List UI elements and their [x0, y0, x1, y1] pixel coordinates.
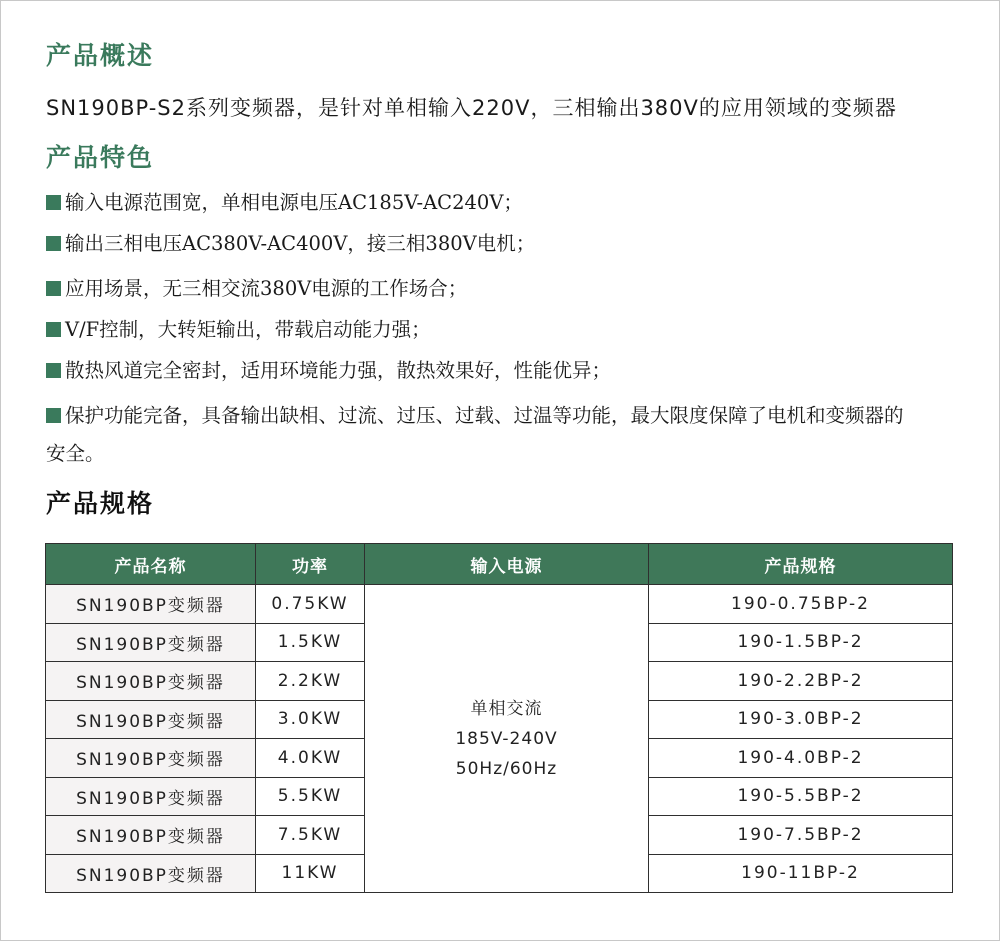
square-bullet-icon	[46, 281, 61, 296]
cell-name: SN190BP变频器	[46, 777, 256, 816]
feature-item: 应用场景，无三相交流380V电源的工作场合；	[46, 274, 467, 304]
header-product-name: 产品名称	[46, 544, 256, 585]
spec-table	[45, 543, 953, 893]
input-power-type: 单相交流	[470, 698, 543, 719]
feature-item: V/F控制，大转矩输出，带载启动能力强；	[46, 315, 431, 345]
square-bullet-icon	[46, 322, 61, 337]
header-power: 功率	[256, 544, 365, 585]
cell-name: SN190BP变频器	[46, 662, 256, 701]
overview-text: SN190BP-S2系列变频器，是针对单相输入220V，三相输出380V的应用领域的变频器	[46, 96, 897, 120]
cell-name: SN190BP变频器	[46, 623, 256, 662]
cell-input-power	[365, 585, 649, 893]
cell-spec: 190-11BP-2	[649, 854, 953, 893]
cell-spec: 190-0.75BP-2	[649, 585, 953, 624]
specs-heading: 产品规格	[46, 489, 155, 518]
square-bullet-icon	[46, 195, 61, 210]
cell-spec: 190-4.0BP-2	[649, 739, 953, 778]
cell-name: SN190BP变频器	[46, 739, 256, 778]
cell-power: 11KW	[256, 854, 365, 893]
cell-name: SN190BP变频器	[46, 816, 256, 855]
header-spec: 产品规格	[649, 544, 953, 585]
cell-spec: 190-1.5BP-2	[649, 623, 953, 662]
cell-power: 1.5KW	[256, 623, 365, 662]
overview-heading: 产品概述	[46, 41, 155, 70]
cell-spec: 190-2.2BP-2	[649, 662, 953, 701]
cell-power: 4.0KW	[256, 739, 365, 778]
cell-name: SN190BP变频器	[46, 700, 256, 739]
feature-item: 输出三相电压AC380V-AC400V，接三相380V电机；	[46, 229, 535, 259]
square-bullet-icon	[46, 363, 61, 378]
cell-name: SN190BP变频器	[46, 585, 256, 624]
table-header-row	[46, 544, 953, 585]
cell-power: 3.0KW	[256, 700, 365, 739]
cell-power: 0.75KW	[256, 585, 365, 624]
features-heading: 产品特色	[46, 143, 155, 172]
square-bullet-icon	[46, 236, 61, 251]
feature-item: 散热风道完全密封，适用环境能力强，散热效果好，性能优异；	[46, 356, 611, 386]
cell-power: 7.5KW	[256, 816, 365, 855]
square-bullet-icon	[46, 408, 61, 423]
input-power-voltage: 185V-240V	[455, 728, 558, 749]
feature-item: 保护功能完备，具备输出缺相、过流、过压、过载、过温等功能，最大限度保障了电机和变频器的安全。	[46, 404, 904, 465]
cell-spec: 190-5.5BP-2	[649, 777, 953, 816]
header-input-power: 输入电源	[365, 544, 649, 585]
cell-spec: 190-3.0BP-2	[649, 700, 953, 739]
cell-name: SN190BP变频器	[46, 854, 256, 893]
feature-item: 输入电源范围宽，单相电源电压AC185V-AC240V；	[46, 188, 523, 218]
cell-power: 5.5KW	[256, 777, 365, 816]
input-power-frequency: 50Hz/60Hz	[455, 758, 558, 779]
cell-spec: 190-7.5BP-2	[649, 816, 953, 855]
cell-power: 2.2KW	[256, 662, 365, 701]
table-row	[46, 585, 953, 624]
